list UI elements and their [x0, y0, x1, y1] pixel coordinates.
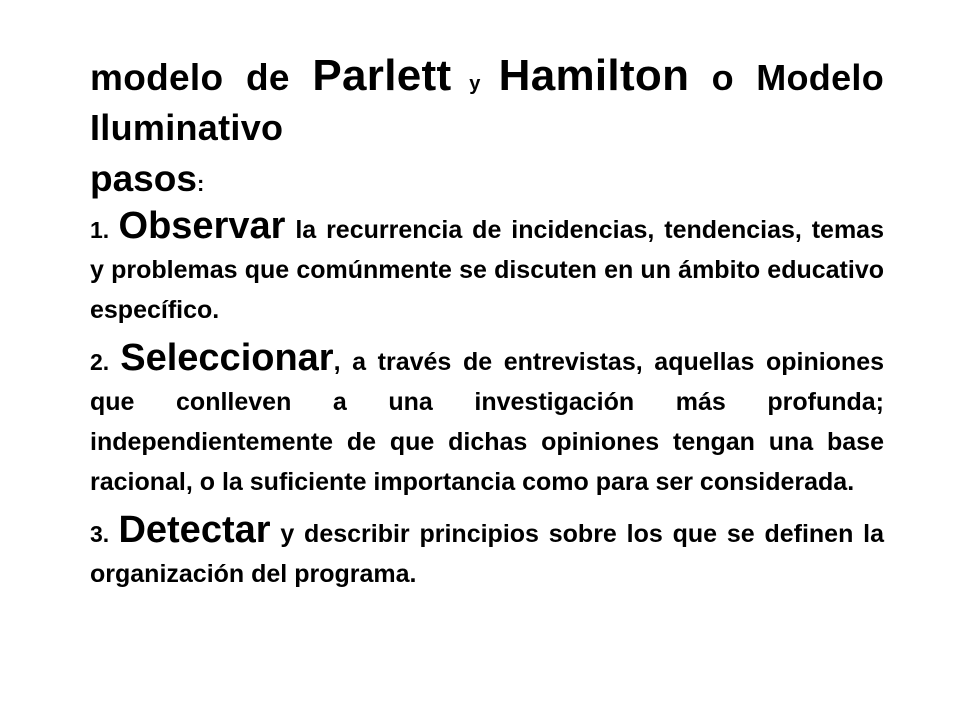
step-number: 2. — [90, 349, 121, 375]
steps-heading-colon: : — [196, 171, 205, 196]
step-verb: Detectar — [118, 509, 271, 551]
slide-title — [90, 51, 884, 149]
steps-heading — [90, 159, 884, 204]
title-part-model: modelo de — [90, 57, 313, 98]
step-number: 1. — [90, 217, 119, 243]
step-text: la recurrencia de incidencias, tendencias, temas y problemas que comúnmente se discuten en un ámbito educativo específico. — [90, 216, 884, 324]
title-name-hamilton: Hamilton — [498, 51, 690, 100]
step-text: , a través de entrevistas, aquellas opiniones que conlleven a una investigación más profunda; independientemente de que dichas opiniones tengan una base racional, o la suficiente importancia como para ser considerada. — [90, 348, 885, 496]
title-part-illuminative: o Modelo Iluminativo — [90, 57, 884, 148]
steps-heading-label: pasos — [90, 158, 197, 199]
step-verb: Observar — [118, 205, 286, 247]
step-1 — [90, 206, 884, 330]
step-3 — [90, 510, 884, 594]
title-name-parlett: Parlett — [312, 51, 452, 100]
step-verb: Seleccionar — [120, 337, 334, 379]
step-2 — [90, 338, 884, 502]
step-text: y describir principios sobre los que se definen la organización del programa. — [90, 520, 885, 588]
title-conjunction: y — [451, 73, 499, 95]
step-number: 3. — [90, 521, 119, 547]
